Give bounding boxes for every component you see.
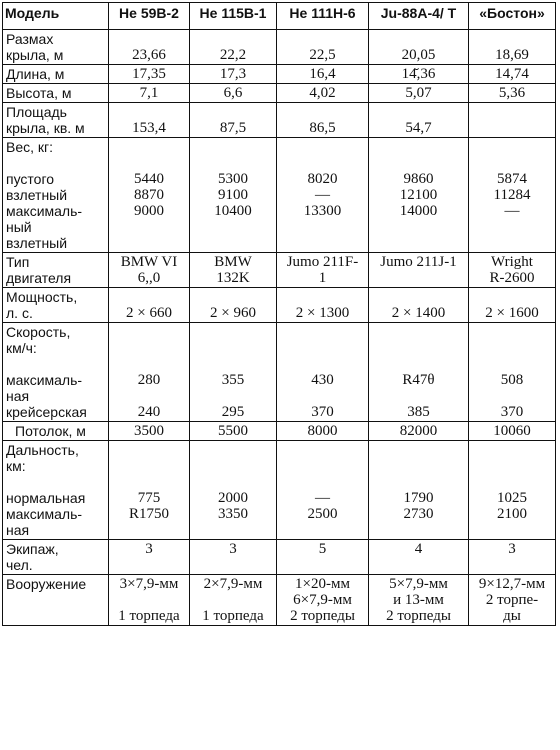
- header-row: [3, 3, 556, 30]
- cell-value: 280 240: [109, 323, 190, 422]
- header-ju88a4t: Ju-88A-4/ T: [369, 3, 469, 30]
- aircraft-spec-table: [2, 2, 556, 626]
- header-model: Модель: [3, 3, 109, 30]
- cell-value: 1790 2730: [369, 441, 469, 540]
- cell-value: 86,5: [277, 103, 369, 138]
- cell-value: 14̆,36: [369, 65, 469, 84]
- cell-value: 22,5: [277, 30, 369, 65]
- cell-value: 17,3: [190, 65, 277, 84]
- cell-value: 3×7,9-мм 1 торпеда: [109, 575, 190, 626]
- cell-value: 5×7,9-мм и 13-мм 2 торпеды: [369, 575, 469, 626]
- row-range: [3, 441, 556, 540]
- cell-value: 16,4: [277, 65, 369, 84]
- cell-value: 2×7,9-мм 1 торпеда: [190, 575, 277, 626]
- cell-value: 2 × 1300: [277, 288, 369, 323]
- cell-value: 1025 2100: [469, 441, 556, 540]
- label-length: Длина, м: [3, 65, 109, 84]
- cell-value: 5500: [190, 422, 277, 441]
- cell-value: [469, 103, 556, 138]
- label-speed: Скорость, км/ч: максималь- ная крейсерская: [3, 323, 109, 422]
- cell-value: 355 295: [190, 323, 277, 422]
- cell-value: 18,69: [469, 30, 556, 65]
- cell-value: 54,7: [369, 103, 469, 138]
- cell-value: 4: [369, 540, 469, 575]
- header-he115b1: He 115B-1: [190, 3, 277, 30]
- cell-value: 6,6: [190, 84, 277, 103]
- cell-value: 10060: [469, 422, 556, 441]
- cell-value: 5300 9100 10400: [190, 138, 277, 253]
- label-power: Мощность, л. с.: [3, 288, 109, 323]
- cell-value: 153,4: [109, 103, 190, 138]
- cell-value: 23,66: [109, 30, 190, 65]
- cell-value: 5440 8870 9000: [109, 138, 190, 253]
- cell-value: 17,35: [109, 65, 190, 84]
- row-engine-type: [3, 253, 556, 288]
- cell-value: 82000: [369, 422, 469, 441]
- cell-value: 775 R1750: [109, 441, 190, 540]
- label-ceiling: Потолок, м: [3, 422, 109, 441]
- cell-value: 3: [109, 540, 190, 575]
- row-ceiling: [3, 422, 556, 441]
- header-he111h6: He 111H-6: [277, 3, 369, 30]
- cell-value: 3: [469, 540, 556, 575]
- row-weight: [3, 138, 556, 253]
- label-engine-type: Тип двигателя: [3, 253, 109, 288]
- cell-value: 2 × 660: [109, 288, 190, 323]
- label-weight: Вес, кг: пустого взлетный максималь- ный взлетный: [3, 138, 109, 253]
- cell-value: 5874 11284 —: [469, 138, 556, 253]
- cell-value: 22,2: [190, 30, 277, 65]
- label-wing-area: Площадь крыла, кв. м: [3, 103, 109, 138]
- label-height: Высота, м: [3, 84, 109, 103]
- cell-value: 14,74: [469, 65, 556, 84]
- cell-value: 8020 — 13300: [277, 138, 369, 253]
- cell-value: 3: [190, 540, 277, 575]
- cell-value: 5,07: [369, 84, 469, 103]
- label-crew: Экипаж, чел.: [3, 540, 109, 575]
- cell-value: 2 × 1400: [369, 288, 469, 323]
- cell-value: Jumo 211J-1: [369, 253, 469, 288]
- row-wingspan: [3, 30, 556, 65]
- cell-value: 2 × 960: [190, 288, 277, 323]
- row-armament: [3, 575, 556, 626]
- cell-value: R47θ 385: [369, 323, 469, 422]
- cell-value: — 2500: [277, 441, 369, 540]
- cell-value: 1×20-мм 6×7,9-мм 2 торпеды: [277, 575, 369, 626]
- row-wing-area: [3, 103, 556, 138]
- cell-value: 7,1: [109, 84, 190, 103]
- cell-value: 8000: [277, 422, 369, 441]
- row-height: [3, 84, 556, 103]
- cell-value: 3500: [109, 422, 190, 441]
- label-wingspan: Размах крыла, м: [3, 30, 109, 65]
- cell-value: BMW 132K: [190, 253, 277, 288]
- label-armament: Вооружение: [3, 575, 109, 626]
- cell-value: 9860 12100 14000: [369, 138, 469, 253]
- cell-value: Jumo 211F- 1: [277, 253, 369, 288]
- cell-value: 5,36: [469, 84, 556, 103]
- cell-value: 5: [277, 540, 369, 575]
- cell-value: 9×12,7-мм 2 торпе- ды: [469, 575, 556, 626]
- cell-value: BMW VI 6,,0: [109, 253, 190, 288]
- cell-value: 2 × 1600: [469, 288, 556, 323]
- cell-value: 2000 3350: [190, 441, 277, 540]
- cell-value: 4,02: [277, 84, 369, 103]
- cell-value: Wright R-2600: [469, 253, 556, 288]
- row-crew: [3, 540, 556, 575]
- row-speed: [3, 323, 556, 422]
- header-he59b2: He 59B-2: [109, 3, 190, 30]
- cell-value: 430 370: [277, 323, 369, 422]
- spec-sheet: [2, 2, 555, 746]
- cell-value: 20,05: [369, 30, 469, 65]
- cell-value: 508 370: [469, 323, 556, 422]
- row-power: [3, 288, 556, 323]
- row-length: [3, 65, 556, 84]
- header-boston: «Бостон»: [469, 3, 556, 30]
- cell-value: 87,5: [190, 103, 277, 138]
- label-range: Дальность, км: нормальная максималь- ная: [3, 441, 109, 540]
